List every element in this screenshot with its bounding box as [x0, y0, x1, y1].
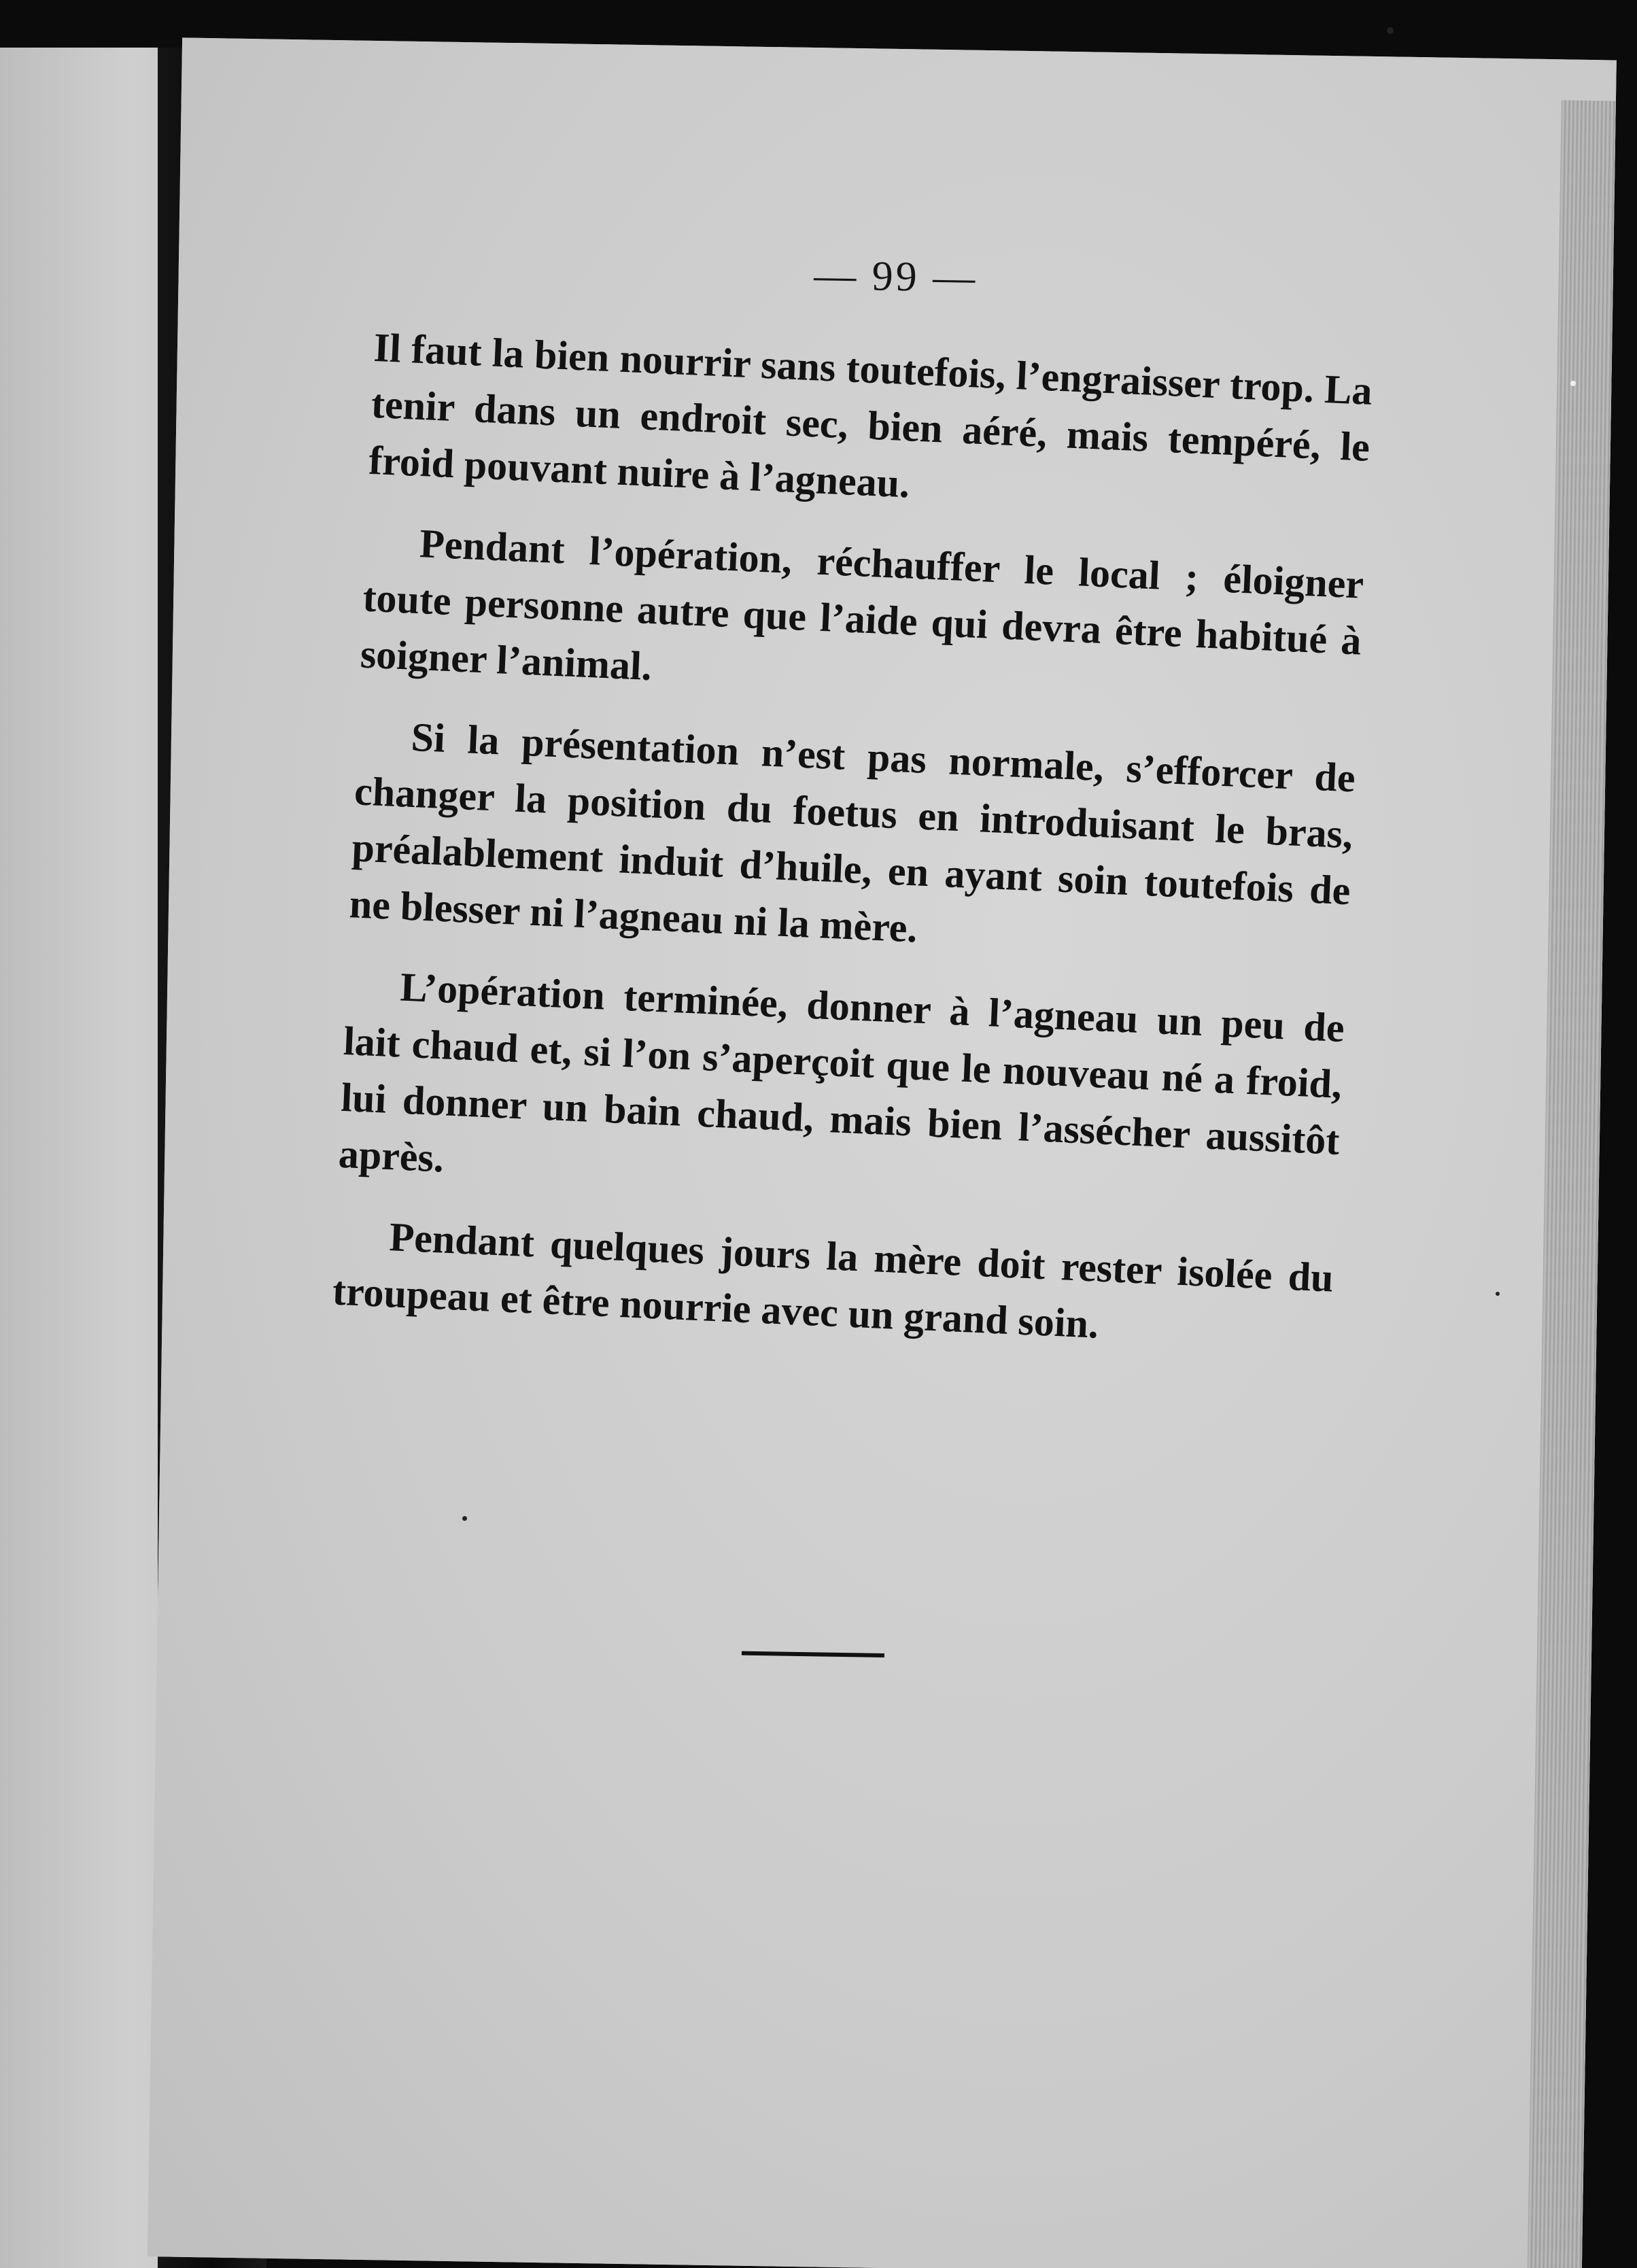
dust-speck — [1496, 1292, 1500, 1296]
book-page — [148, 37, 1617, 2268]
page-number: — 99 — — [813, 252, 978, 301]
paragraph: Pendant l’opération, réchauffer le local ; éloigner toute personne autre que l’aide qui devra être habitué à soigner l’animal. — [359, 521, 1365, 689]
end-of-text-rule — [742, 1651, 884, 1657]
page-edge-stack — [1526, 100, 1615, 2268]
dust-speck — [1387, 27, 1394, 34]
paragraph: Pendant quelques jours la mère doit rester isolée du troupeau et être nourrie avec un grand soin. — [331, 1214, 1334, 1347]
paragraph: L’opération terminée, donner à l’agneau un peu de lait chaud et, si l’on s’aperçoit que le nouveau né a froid, lui donner un bain chaud, mais bien l’assécher aussitôt après. — [337, 964, 1345, 1181]
page-body — [330, 320, 1373, 1388]
dust-speck — [462, 1516, 467, 1521]
dust-speck — [1570, 381, 1576, 386]
paragraph: Si la présentation n’est pas normale, s’efforcer de changer la position du foetus en introduisant le bras, préalablement induit d’huile, en ayant soin toutefois de ne blesser ni l’agneau ni la mère. — [348, 714, 1357, 951]
paragraph: Il faut la bien nourrir sans toutefois, l’engraisser trop. La tenir dans un endroit sec, bien aéré, mais tempéré, le froid pouvant nuire à l’agneau. — [368, 324, 1373, 506]
